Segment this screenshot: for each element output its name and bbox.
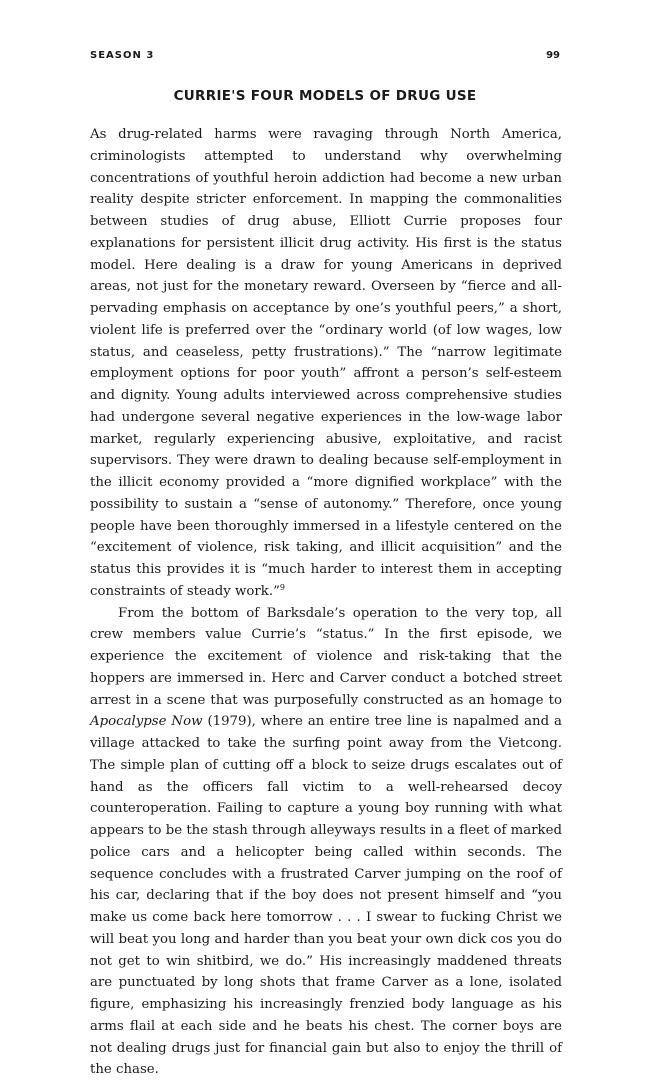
paragraph-2-text-start: From the bottom of Barksdale’s operation to the very top, all crew members value Currie’s “status.” In the first episode, we experience the excitement of violence and risk-taking that the hoppers are immersed in. Herc and Carver conduct a botched street arrest in a scene that was purposefully constructed as an homage to	[90, 606, 562, 708]
film-title: Apocalypse Now	[90, 714, 202, 729]
section-heading: CURRIE'S FOUR MODELS OF DRUG USE	[90, 88, 560, 104]
footnote-marker[interactable]: 9	[280, 583, 285, 592]
running-head	[90, 50, 560, 66]
paragraph-1	[90, 124, 562, 603]
body-text	[90, 124, 562, 1081]
section-label: SEASON 3	[90, 50, 154, 61]
paragraph-1-text: As drug-related harms were ravaging through North America, criminologists attempted to understand why overwhelming concentrations of youthful heroin addiction had become a new urban reality despite stricter enforcement. In mapping the commonalities between studies of drug abuse, Elliott Currie proposes four explanations for persistent illicit drug activity. His first is the status model. Here dealing is a draw for young Americans in deprived areas, not just for the monetary reward. Overseen by “fierce and all-pervading emphasis on acceptance by one’s youthful peers,” a short, violent life is preferred over the “ordinary world (of low wages, low status, and ceaseless, petty frustrations).” The “narrow legitimate employment options for poor youth” affront a person’s self-esteem and dignity. Young adults interviewed across comprehensive studies had undergone several negative experiences in the low-wage labor market, regularly experiencing abusive, exploitative, and racist supervisors. They were drawn to dealing because self-employment in the illicit economy provided a “more dignified workplace” with the possibility to sustain a “sense of autonomy.” Therefore, once young people have been thoroughly immersed in a lifestyle centered on the “excitement of violence, risk taking, and illicit acquisition” and the status this provides it is “much harder to interest them in accepting constraints of steady work.”	[90, 127, 562, 599]
paragraph-2	[90, 603, 562, 1081]
page-number: 99	[546, 50, 560, 61]
paragraph-2-text-end: (1979), where an entire tree line is napalmed and a village attacked to take the surfing point away from the Vietcong. The simple plan of cutting off a block to seize drugs escalates out of hand as the officers fall victim to a well-rehearsed decoy counteroperation. Failing to capture a young boy running with what appears to be the stash through alleyways results in a fleet of marked police cars and a helicopter being called within seconds. The sequence concludes with a frustrated Carver jumping on the roof of his car, declaring that if the boy does not present himself and “you make us come back here tomorrow . . . I swear to fucking Christ we will beat you long and harder than you beat your own dick cos you do not get to win shitbird, we do.” His increasingly maddened threats are punctuated by long shots that frame Carver as a lone, isolated figure, emphasizing his increasingly frenzied body language as his arms flail at each side and he beats his chest. The corner boys are not dealing drugs just for financial gain but also to enjoy the thrill of the chase.	[90, 714, 562, 1077]
